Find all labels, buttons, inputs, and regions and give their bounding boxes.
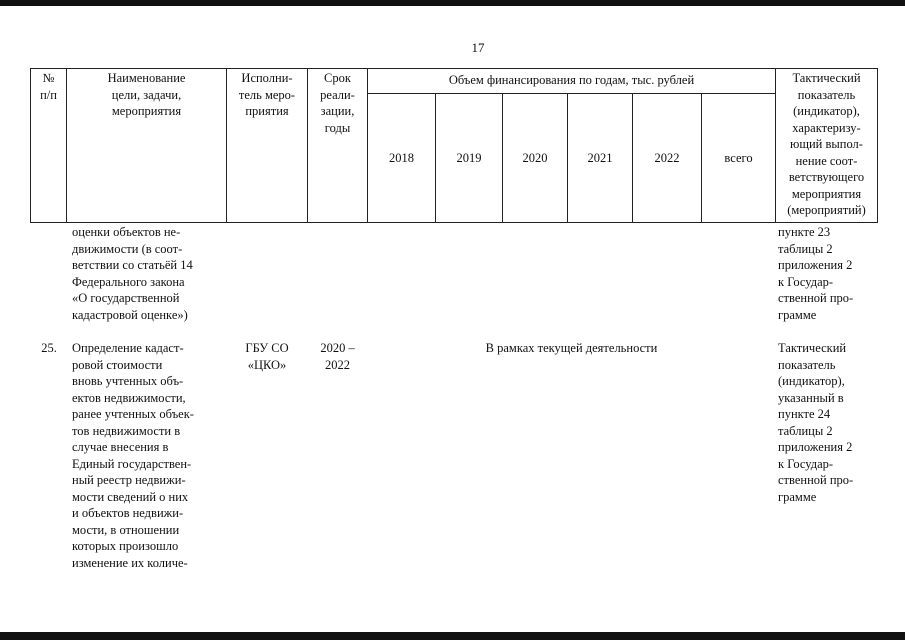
header-year-2018: 2018 — [389, 151, 414, 165]
header-top-line — [30, 68, 878, 69]
row-25-financing: В рамках текущей деятельности — [485, 341, 658, 355]
header-number: № п/п — [40, 71, 57, 102]
row-25-name: Определение кадаст- ровой стоимости вновь учтенных объ- ектов недвижимости, ранее учтенных объек- тов недвижимости в случае внесения в Единый государствен- ный реестр недвижи- мости сведений о них и объектов недвижи- мости, в отношении которых произошло изменение их количе- — [72, 341, 194, 570]
row-25-number: 25. — [41, 341, 57, 355]
bottom-border-bar — [0, 632, 905, 640]
row-25-term: 2020 – 2022 — [320, 341, 355, 372]
row-25-executor: ГБУ СО «ЦКО» — [245, 341, 289, 372]
header-year-2022: 2022 — [654, 151, 680, 165]
top-border-bar — [0, 0, 905, 6]
header-financing: Объем финансирования по годам, тыс. рублей — [448, 73, 695, 87]
financing-subheader-line — [367, 93, 775, 94]
header-term: Срок реали- зации, годы — [320, 71, 355, 135]
header-year-2020: 2020 — [522, 151, 548, 165]
header-indicator: Тактический показатель (индикатор), характеризу- ющий выпол- нение соот- ветствующего мероприятия (мероприятий) — [787, 71, 866, 217]
row-25-indicator: Тактический показатель (индикатор), указанный в пункте 24 таблицы 2 приложения 2 к Государ- ственной про- грамме — [778, 341, 854, 504]
header-total: всего — [724, 151, 753, 165]
header-name: Наименование цели, задачи, мероприятия — [107, 71, 186, 118]
header-executor: Исполни- тель меро- приятия — [238, 71, 296, 118]
row-continued-name: оценки объектов не- движимости (в соот- ветствии со статьёй 14 Федерального закона «О государственной кадастровой оценке») — [72, 225, 193, 322]
header-year-2019: 2019 — [456, 151, 482, 165]
header-year-2021: 2021 — [587, 151, 613, 165]
header-bottom-line — [30, 222, 878, 223]
row-continued-indicator: пункте 23 таблицы 2 приложения 2 к Государ- ственной про- грамме — [778, 225, 854, 322]
page-number: 17 — [471, 40, 485, 55]
